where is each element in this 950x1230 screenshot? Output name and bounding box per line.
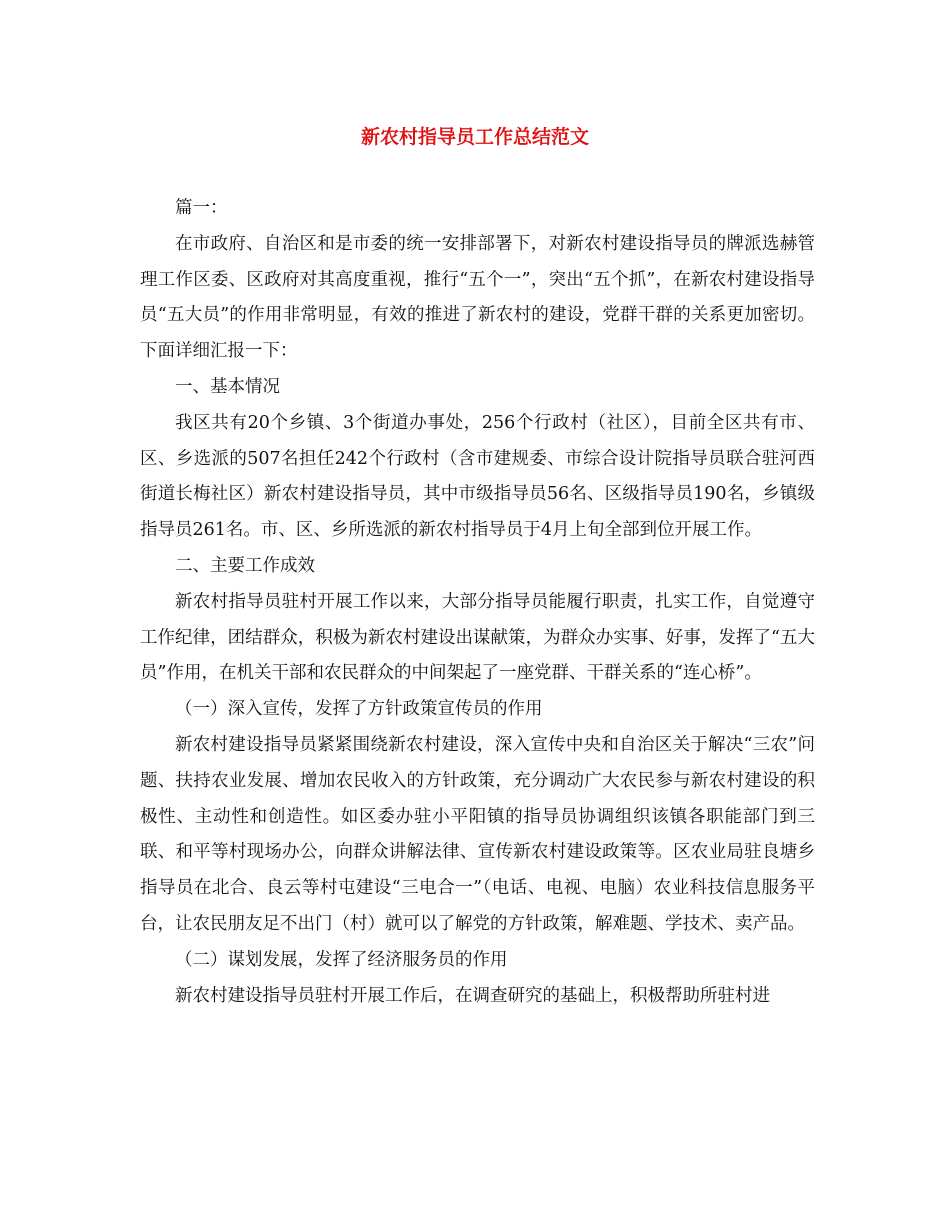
paragraph-economic-service: 新农村建设指导员驻村开展工作后，在调查研究的基础上，积极帮助所驻村进 bbox=[175, 985, 770, 1006]
document-body bbox=[140, 191, 815, 1014]
heading-main-results: 二、主要工作成效 bbox=[175, 555, 315, 576]
heading-basic-situation: 一、基本情况 bbox=[175, 376, 280, 397]
paragraph-basic-situation: 我区共有20个乡镇、3个街道办事处，256个行政村（社区），目前全区共有市、区、乡选派的507名担任242个行政村（含市建规委、市综合设计院指导员联合驻河西街道长梅社区）新农村建设指导员，其中市级指导员56名、区级指导员190名，乡镇级指导员261名。市、区、乡所选派的新农村指导员于4月上旬全部到位开展工作。 bbox=[140, 412, 815, 541]
paragraph-intro: 在市政府、自治区和是市委的统一安排部署下，对新农村建设指导员的牌派选赫管理工作区委、区政府对其高度重视，推行“五个一”，突出“五个抓”，在新农村建设指导员“五大员”的作用非常明显，有效的推进了新农村的建设，党群干群的关系更加密切。下面详细汇报一下： bbox=[140, 233, 815, 362]
paragraph-main-results: 新农村指导员驻村开展工作以来，大部分指导员能履行职责，扎实工作，自觉遵守工作纪律，团结群众，积极为新农村建设出谋献策，为群众办实事、好事，发挥了“五大员”作用，在机关干部和农民群众的中间架起了一座党群、干群关系的“连心桥”。 bbox=[140, 591, 815, 684]
subheading-policy-promotion: （一）深入宣传，发挥了方针政策宣传员的作用 bbox=[175, 699, 543, 720]
paragraph-policy-promotion: 新农村建设指导员紧紧围绕新农村建设，深入宣传中央和自治区关于解决“三农”问题、扶持农业发展、增加农民收入的方针政策，充分调动广大农民参与新农村建设的积极性、主动性和创造性。如区委办驻小平阳镇的指导员协调组织该镇各职能部门到三联、和平等村现场办公，向群众讲解法律、宣传新农村建设政策等。区农业局驻良塘乡指导员在北合、良云等村屯建设“三电合一”（电话、电视、电脑）农业科技信息服务平台，让农民朋友足不出门（村）就可以了解党的方针政策，解难题、学技术、卖产品。 bbox=[140, 734, 815, 934]
paragraph-section-label: 篇一： bbox=[175, 198, 228, 218]
document-title: 新农村指导员工作总结范文 bbox=[360, 126, 589, 148]
subheading-economic-service: （二）谋划发展，发挥了经济服务员的作用 bbox=[175, 949, 508, 970]
